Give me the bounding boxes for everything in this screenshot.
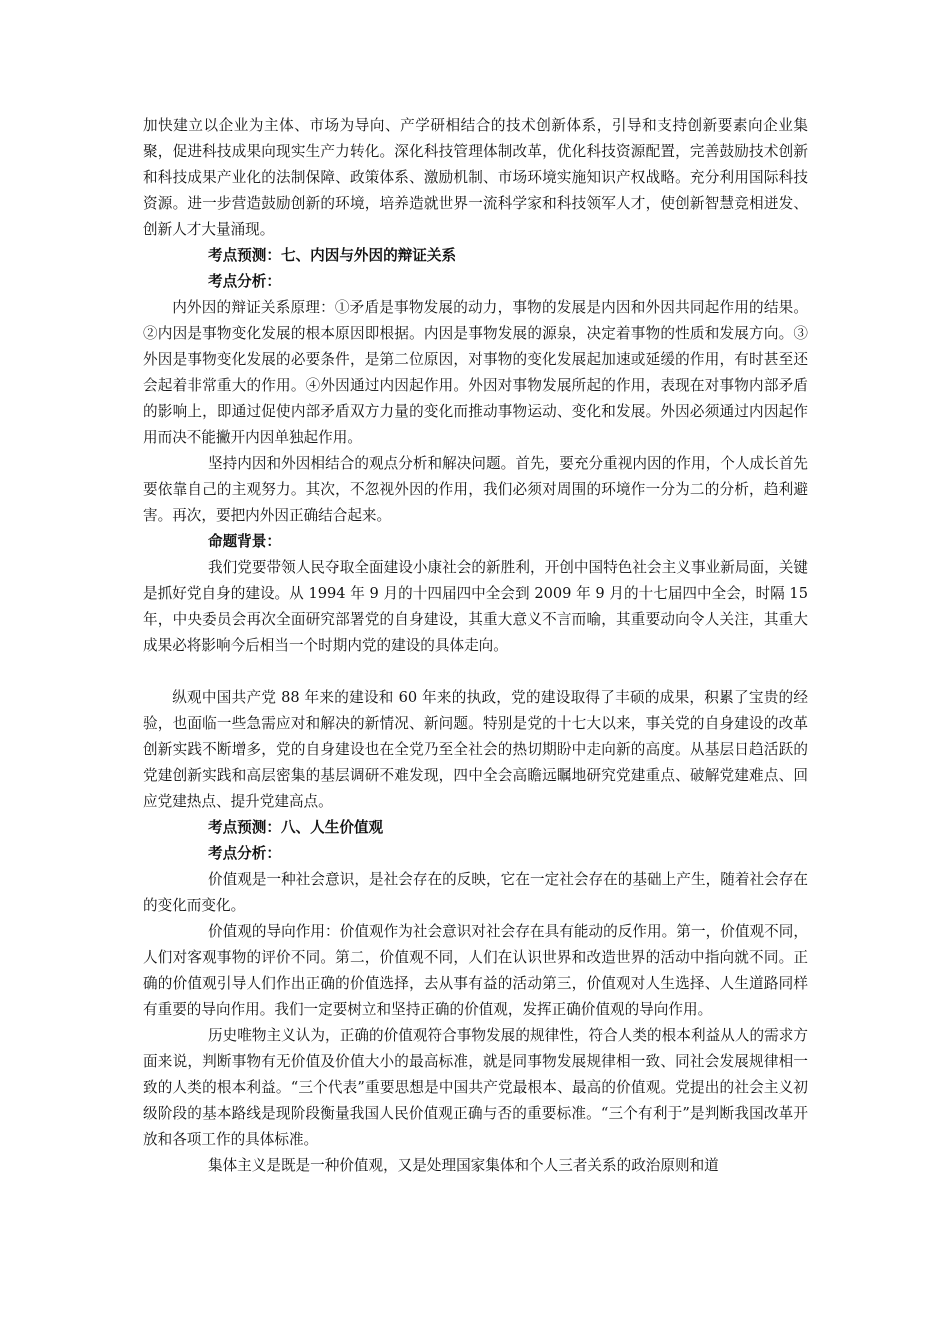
heading-forecast-eight: 考点预测：八、人生价值观 <box>207 819 384 836</box>
heading-analysis-eight: 考点分析： <box>207 845 281 862</box>
paragraph-value-definition: 价值观是一种社会意识，是社会存在的反映，它在一定社会存在的基础上产生，随着社会存在的变化而变化。 <box>143 871 808 914</box>
paragraph-party-history: 纵观中国共产党 88 年来的建设和 60 年来的执政，党的建设取得了丰硕的成果，积累了宝贵的经验，也面临一些急需应对和解决的新情况、新问题。特别是党的十七大以来，事关党的自身建设的改革创新实践不断增多，党的自身建设也在全党乃至全社会的热切期盼中走向新的高度。从基层日趋活跃的党建创新实践和高层密集的基层调研不难发现，四中全会高瞻远瞩地研究党建重点、破解党建难点、回应党建热点、提升党建高点。 <box>143 689 808 810</box>
document-page <box>143 113 808 1179</box>
paragraph-value-guidance: 价值观的导向作用：价值观作为社会意识对社会存在具有能动的反作用。第一，价值观不同，人们对客观事物的评价不同。第二，价值观不同，人们在认识世界和改造世界的活动中指向就不同。正确的价值观引导人们作出正确的价值选择，去从事有益的活动第三，价值观对人生选择、人生道路同样有重要的导向作用。我们一定要树立和坚持正确的价值观，发挥正确价值观的导向作用。 <box>143 923 808 1018</box>
heading-analysis-seven: 考点分析： <box>207 273 281 290</box>
paragraph-combine-causes: 坚持内因和外因相结合的观点分析和解决问题。首先，要充分重视内因的作用，个人成长首先要依靠自己的主观努力。其次，不忽视外因的作用，我们必须对周围的环境作一分为二的分析，趋利避害。再次，要把内外因正确结合起来。 <box>143 455 808 524</box>
heading-background: 命题背景： <box>207 533 281 550</box>
paragraph-internal-external: 内外因的辩证关系原理：①矛盾是事物发展的动力，事物的发展是内因和外因共同起作用的结果。②内因是事物变化发展的根本原因即根据。内因是事物发展的源泉，决定着事物的性质和发展方向。③外因是事物变化发展的必要条件，是第二位原因，对事物的变化发展起加速或延缓的作用，有时甚至还会起着非常重大的作用。④外因通过内因起作用。外因对事物发展所起的作用，表现在对事物内部矛盾的影响上，即通过促使内部矛盾双方力量的变化而推动事物运动、变化和发展。外因必须通过内因起作用而决不能撇开内因单独起作用。 <box>143 299 808 446</box>
heading-forecast-seven: 考点预测：七、内因与外因的辩证关系 <box>207 247 457 264</box>
paragraph-collectivism: 集体主义是既是一种价值观，又是处理国家集体和个人三者关系的政治原则和道 <box>207 1157 719 1174</box>
blank-line <box>143 659 808 685</box>
paragraph-tech-innovation: 加快建立以企业为主体、市场为导向、产学研相结合的技术创新体系，引导和支持创新要素向企业集聚，促进科技成果向现实生产力转化。深化科技管理体制改革，优化科技资源配置，完善鼓励技术创新和科技成果产业化的法制保障、政策体系、激励机制、市场环境实施知识产权战略。充分利用国际科技资源。进一步营造鼓励创新的环境，培养造就世界一流科学家和科技领军人才，使创新智慧竞相迸发、创新人才大量涌现。 <box>143 117 808 238</box>
paragraph-historical-materialism: 历史唯物主义认为，正确的价值观符合事物发展的规律性，符合人类的根本利益从人的需求方面来说，判断事物有无价值及价值大小的最高标准，就是同事物发展规律相一致、同社会发展规律相一致的人类的根本利益。“三个代表”重要思想是中国共产党最根本、最高的价值观。党提出的社会主义初级阶段的基本路线是现阶段衡量我国人民价值观正确与否的重要标准。“三个有利于”是判断我国改革开放和各项工作的具体标准。 <box>143 1027 808 1148</box>
paragraph-party-building: 我们党要带领人民夺取全面建设小康社会的新胜利，开创中国特色社会主义事业新局面，关键是抓好党自身的建设。从 1994 年 9 月的十四届四中全会到 2009 年 9 月的十七届四中全会，时隔 15 年，中央委员会再次全面研究部署党的自身建设，其重大意义不言而喻，其重要动向令人关注，其重大成果必将影响今后相当一个时期内党的建设的具体走向。 <box>143 559 808 654</box>
